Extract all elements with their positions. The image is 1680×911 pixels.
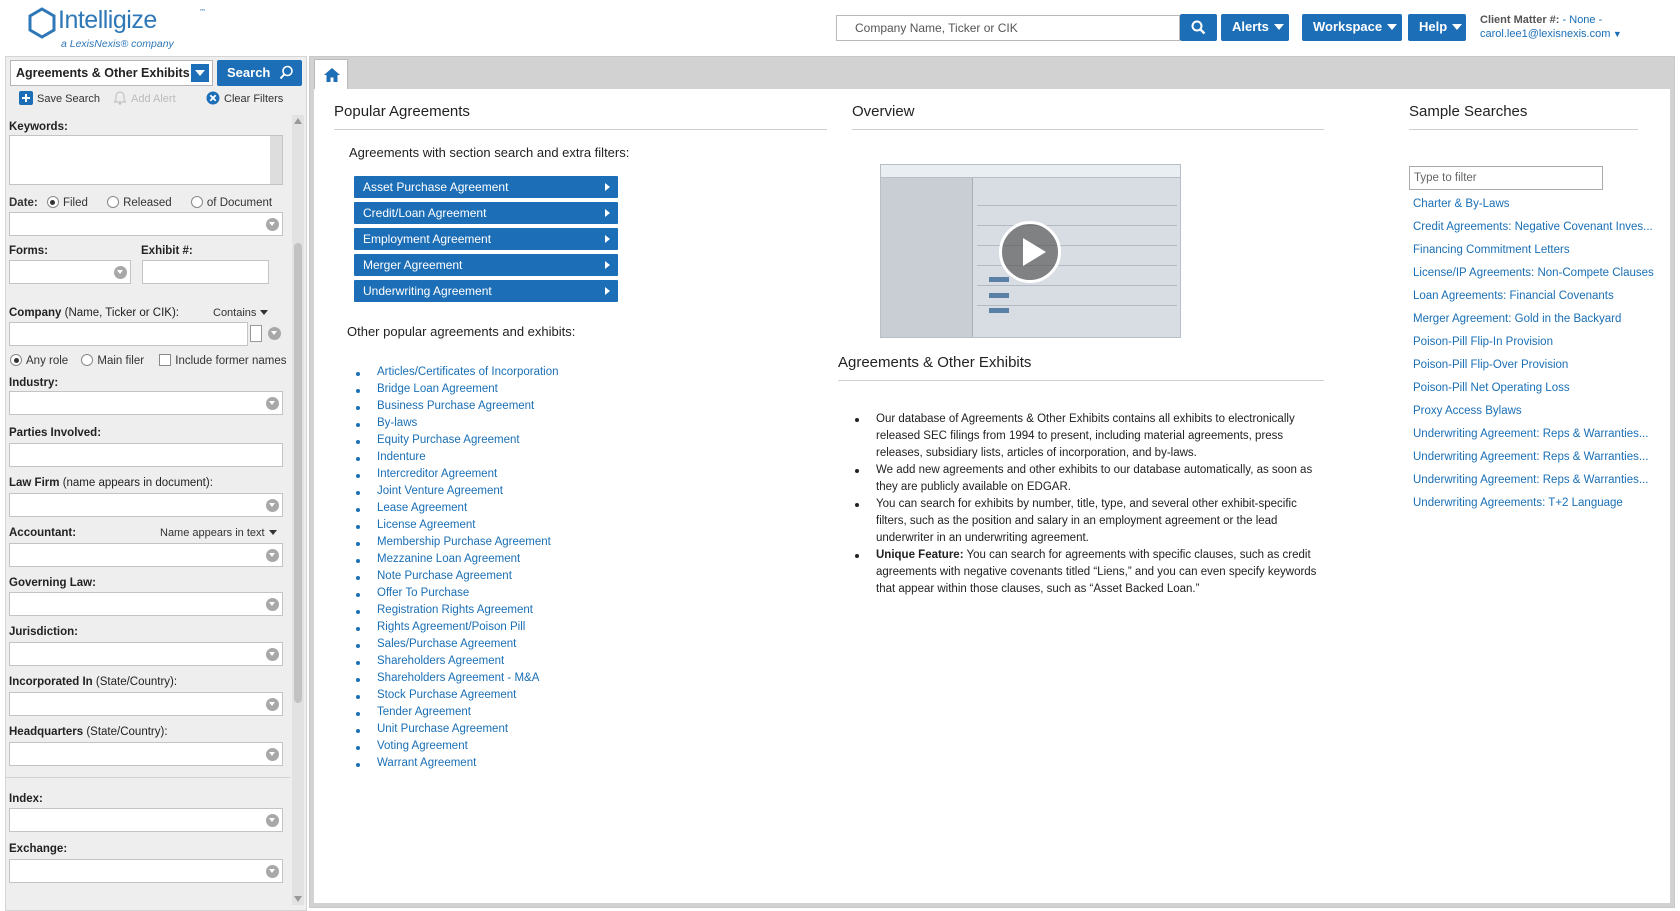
category-select[interactable] <box>10 60 213 86</box>
sample-search-item <box>1413 221 1654 244</box>
chevron-down-icon[interactable] <box>266 865 279 878</box>
about-item: Our database of Agreements & Other Exhibits contains all exhibits to electronically released SEC filings from 1994 to present, including material agreements, press releases, subsidiary lists, articles of incorporation, and by-laws. <box>852 411 1322 462</box>
popular-link-item <box>352 706 559 723</box>
law-firm-label <box>9 477 213 489</box>
headquarters-label-text: Headquarters <box>9 726 84 738</box>
headquarters-hint: (State/Country): <box>86 726 168 738</box>
exchange-label: Exchange: <box>9 843 68 855</box>
scroll-down-icon[interactable] <box>294 896 302 902</box>
popular-link[interactable]: Mezzanine Loan Agreement <box>377 553 521 565</box>
merger-agreement-button[interactable] <box>354 254 618 276</box>
bell-icon <box>113 91 127 105</box>
sample-search-link[interactable]: Underwriting Agreement: Reps & Warranties... <box>1413 451 1649 463</box>
sample-search-link[interactable]: Proxy Access Bylaws <box>1413 405 1522 417</box>
video-thumb-block <box>989 277 1009 282</box>
filter-panel <box>6 115 290 905</box>
chevron-down-icon <box>1452 24 1462 30</box>
dropdown-arrow-icon[interactable] <box>191 64 209 82</box>
popular-link[interactable]: Voting Agreement <box>377 740 468 752</box>
video-thumb-block <box>989 308 1009 313</box>
company-label <box>9 307 179 319</box>
video-thumb-header <box>881 165 1180 178</box>
sample-filter-input[interactable]: Type to filter <box>1409 166 1603 190</box>
button-label: Employment Agreement <box>363 232 492 246</box>
chevron-down-icon[interactable] <box>266 748 279 761</box>
search-icon <box>279 65 294 80</box>
keywords-label: Keywords: <box>9 121 68 133</box>
asset-purchase-agreement-button[interactable] <box>354 176 618 198</box>
sample-search-item <box>1413 244 1654 267</box>
alerts-label: Alerts <box>1232 19 1269 34</box>
radio-filed[interactable] <box>47 196 59 208</box>
divider <box>334 129 827 130</box>
sample-search-item <box>1413 336 1654 359</box>
sample-search-link[interactable]: Poison-Pill Flip-Over Provision <box>1413 359 1569 371</box>
chevron-down-icon[interactable] <box>266 218 279 231</box>
button-label: Merger Agreement <box>363 258 463 272</box>
popular-link-item <box>352 570 559 587</box>
sample-search-item <box>1413 267 1654 290</box>
popular-link-item <box>352 723 559 740</box>
popular-link-item <box>352 604 559 621</box>
accountant-match-select[interactable] <box>160 527 277 539</box>
popular-link[interactable]: Equity Purchase Agreement <box>377 434 520 446</box>
popular-link-item <box>352 468 559 485</box>
sample-searches-list <box>1413 198 1654 520</box>
chevron-down-icon[interactable] <box>266 598 279 611</box>
chevron-right-icon <box>605 287 610 295</box>
other-popular-intro: Other popular agreements and exhibits: <box>347 324 576 339</box>
popular-link[interactable]: Stock Purchase Agreement <box>377 689 517 701</box>
industry-label: Industry: <box>9 377 59 389</box>
popular-link-item <box>352 485 559 502</box>
employment-agreement-button[interactable] <box>354 228 618 250</box>
date-released-option[interactable] <box>107 197 172 209</box>
sidebar-search-label: Search <box>227 65 271 80</box>
video-thumb-block <box>989 293 1009 298</box>
popular-link[interactable]: Warrant Agreement <box>377 757 477 769</box>
keywords-scroll-handle[interactable] <box>270 136 282 184</box>
video-thumb-sidebar <box>881 178 973 338</box>
sample-search-item <box>1413 359 1654 382</box>
popular-link[interactable]: Shareholders Agreement <box>377 655 505 667</box>
hexagon-logo-icon <box>28 7 56 39</box>
content-panel <box>314 89 1670 903</box>
sample-search-item <box>1413 382 1654 405</box>
clear-filters-button[interactable] <box>206 91 283 105</box>
overview-title: Overview <box>852 103 915 120</box>
popular-link-item <box>352 502 559 519</box>
popular-link-item <box>352 689 559 706</box>
incorporated-label <box>9 676 177 688</box>
close-circle-icon <box>206 91 220 105</box>
about-list <box>852 411 1322 598</box>
chevron-down-icon <box>260 310 268 315</box>
sample-search-item <box>1413 497 1654 520</box>
company-label-text: Company <box>9 307 62 319</box>
search-sidebar <box>5 56 307 911</box>
popular-link[interactable]: By-laws <box>377 417 418 429</box>
chevron-right-icon <box>605 209 610 217</box>
logo-wordmark: Intelligize <box>58 6 157 34</box>
popular-link[interactable]: Intercreditor Agreement <box>377 468 498 480</box>
popular-link[interactable]: Articles/Certificates of Incorporation <box>377 366 559 378</box>
role-any-label: Any role <box>26 355 69 367</box>
sample-search-link[interactable]: Underwriting Agreements: T+2 Language <box>1413 497 1623 509</box>
radio-released[interactable] <box>107 196 119 208</box>
popular-link-item <box>352 655 559 672</box>
sample-search-link[interactable]: Underwriting Agreement: Reps & Warranties... <box>1413 428 1649 440</box>
help-menu-button[interactable] <box>1408 14 1466 41</box>
popular-link[interactable]: Joint Venture Agreement <box>377 485 503 497</box>
sample-search-link[interactable]: Loan Agreements: Financial Covenants <box>1413 290 1614 302</box>
divider <box>838 380 1324 381</box>
popular-link-item <box>352 400 559 417</box>
exhibit-number-input[interactable] <box>142 260 269 284</box>
include-former-option[interactable] <box>159 355 286 367</box>
radio-any-role[interactable] <box>10 354 22 366</box>
parties-label: Parties Involved: <box>9 427 102 439</box>
popular-link-item <box>352 366 559 383</box>
unique-feature-label: Unique Feature: <box>876 549 964 561</box>
incorporated-hint: (State/Country): <box>95 676 178 688</box>
video-thumb-row <box>977 285 1177 286</box>
accountant-label: Accountant: <box>9 527 77 539</box>
category-value: Agreements & Other Exhibits <box>16 66 190 80</box>
add-alert-label: Add Alert <box>131 93 176 105</box>
popular-link-item <box>352 383 559 400</box>
company-dropdown[interactable] <box>264 322 283 346</box>
popular-link-item <box>352 621 559 638</box>
workspace-label: Workspace <box>1313 19 1383 34</box>
section-search-intro: Agreements with section search and extra filters: <box>349 145 630 160</box>
intelligize-logo[interactable] <box>28 6 206 52</box>
about-item: We add new agreements and other exhibits to our database automatically, as soon as they are publicly available on EDGAR. <box>852 462 1322 496</box>
help-label: Help <box>1419 19 1448 34</box>
scroll-thumb[interactable] <box>294 243 302 703</box>
logo-tagline: a LexisNexis® company <box>61 38 174 50</box>
date-document-label: of Document <box>206 197 273 209</box>
jurisdiction-select[interactable] <box>9 642 283 666</box>
headquarters-label <box>9 726 168 738</box>
company-match-value: Contains <box>213 307 257 319</box>
sample-search-link[interactable]: License/IP Agreements: Non-Compete Clauses <box>1413 267 1654 279</box>
company-input[interactable] <box>9 322 248 346</box>
company-list-icon[interactable] <box>250 325 262 342</box>
chevron-right-icon <box>605 261 610 269</box>
law-firm-label-text: Law Firm <box>9 477 60 489</box>
unique-feature-text: You can search for agreements with specific clauses, such as credit agreements with negative covenants titled “Liens,” and you can even specify keywords that appear within those clauses, such as “Asset Backed Loan.” <box>876 549 1317 595</box>
sample-search-item <box>1413 451 1654 474</box>
governing-law-select[interactable] <box>9 592 283 616</box>
client-matter <box>1480 13 1622 41</box>
about-item: You can search for exhibits by number, title, type, and several other exhibit-specific filters, such as the position and salary in an employment agreement or the lead underwriter in an underwriting agreement. <box>852 496 1322 547</box>
popular-link[interactable]: Membership Purchase Agreement <box>377 536 551 548</box>
popular-link-item <box>352 519 559 536</box>
popular-link[interactable]: Shareholders Agreement - M&A <box>377 672 540 684</box>
sample-search-link[interactable]: Poison-Pill Net Operating Loss <box>1413 382 1570 394</box>
sample-search-link[interactable]: Merger Agreement: Gold in the Backyard <box>1413 313 1622 325</box>
include-former-checkbox[interactable] <box>159 354 171 366</box>
role-options <box>10 354 286 367</box>
popular-link-item <box>352 587 559 604</box>
home-icon <box>323 67 341 83</box>
video-thumb-row <box>977 225 1177 226</box>
sample-searches-title: Sample Searches <box>1409 103 1528 120</box>
popular-link[interactable]: Business Purchase Agreement <box>377 400 535 412</box>
date-options <box>9 196 272 209</box>
popular-link-item <box>352 434 559 451</box>
radio-main-filer[interactable] <box>81 354 93 366</box>
index-select[interactable] <box>9 808 283 832</box>
header <box>0 0 1680 56</box>
date-released-label: Released <box>123 197 172 209</box>
sample-search-item <box>1413 290 1654 313</box>
company-hint: (Name, Ticker or CIK): <box>64 307 179 319</box>
user-menu[interactable] <box>1480 27 1622 41</box>
divider <box>1409 129 1638 130</box>
sidebar-scrollbar[interactable] <box>292 115 304 905</box>
alerts-menu-button[interactable] <box>1221 14 1289 41</box>
popular-link-item <box>352 451 559 468</box>
user-email: carol.lee1@lexisnexis.com <box>1480 28 1611 40</box>
forms-label: Forms: <box>9 245 48 257</box>
about-title: Agreements & Other Exhibits <box>838 354 1032 371</box>
caret-down-icon: ▼ <box>1610 29 1622 39</box>
company-match-select[interactable] <box>213 307 268 319</box>
sample-search-item <box>1413 405 1654 428</box>
popular-link-item <box>352 638 559 655</box>
popular-link[interactable]: Note Purchase Agreement <box>377 570 512 582</box>
date-select[interactable] <box>9 212 283 236</box>
role-any-option[interactable] <box>10 355 68 367</box>
sample-search-link[interactable]: Underwriting Agreement: Reps & Warranties... <box>1413 474 1649 486</box>
chevron-down-icon[interactable] <box>266 698 279 711</box>
popular-link[interactable]: Unit Purchase Agreement <box>377 723 509 735</box>
button-label: Credit/Loan Agreement <box>363 206 487 220</box>
clear-filters-label: Clear Filters <box>224 93 284 105</box>
sample-search-item <box>1413 198 1654 221</box>
chevron-down-icon[interactable] <box>266 499 279 512</box>
sample-search-item <box>1413 474 1654 497</box>
parties-input[interactable] <box>9 443 283 467</box>
forms-select[interactable] <box>9 260 131 284</box>
include-former-label: Include former names <box>175 355 287 367</box>
popular-link[interactable]: Indenture <box>377 451 426 463</box>
workspace-menu-button[interactable] <box>1302 14 1402 41</box>
save-search-button[interactable] <box>19 91 100 105</box>
keywords-textarea[interactable] <box>9 135 283 185</box>
accountant-select[interactable] <box>9 543 283 567</box>
company-search-button[interactable] <box>1180 14 1217 41</box>
date-filed-label: Filed <box>62 197 88 209</box>
sample-search-item <box>1413 428 1654 451</box>
logo-trademark: ™ <box>199 8 206 16</box>
incorporated-label-text: Incorporated In <box>9 676 93 688</box>
overview-video[interactable] <box>880 164 1181 338</box>
popular-link[interactable]: Sales/Purchase Agreement <box>377 638 517 650</box>
client-matter-value[interactable]: - None - <box>1562 14 1603 26</box>
chevron-down-icon[interactable] <box>266 397 279 410</box>
exhibit-label: Exhibit #: <box>141 245 193 257</box>
add-alert-button[interactable] <box>113 91 176 105</box>
divider <box>6 777 290 778</box>
button-label: Asset Purchase Agreement <box>363 180 509 194</box>
jurisdiction-label: Jurisdiction: <box>9 626 79 638</box>
popular-link[interactable]: Lease Agreement <box>377 502 468 514</box>
role-main-label: Main filer <box>97 355 145 367</box>
main-frame <box>309 56 1675 908</box>
search-icon <box>1191 20 1206 35</box>
popular-link-item <box>352 417 559 434</box>
play-icon[interactable] <box>999 221 1061 283</box>
popular-link-item <box>352 672 559 689</box>
date-label: Date: <box>9 197 38 209</box>
chevron-right-icon <box>605 235 610 243</box>
sample-search-link[interactable]: Credit Agreements: Negative Covenant Inves... <box>1413 221 1653 233</box>
date-document-option[interactable] <box>191 197 272 209</box>
home-tab[interactable] <box>314 59 348 89</box>
button-label: Underwriting Agreement <box>363 284 492 298</box>
credit-loan-agreement-button[interactable] <box>354 202 618 224</box>
accountant-match-value: Name appears in text <box>160 527 265 539</box>
headquarters-select[interactable] <box>9 742 283 766</box>
popular-link[interactable]: Offer To Purchase <box>377 587 470 599</box>
incorporated-select[interactable] <box>9 692 283 716</box>
save-search-label: Save Search <box>37 93 100 105</box>
divider <box>852 129 1324 130</box>
chevron-down-icon[interactable] <box>268 327 281 340</box>
video-thumb-row <box>977 205 1177 206</box>
underwriting-agreement-button[interactable] <box>354 280 618 302</box>
company-search-input[interactable]: Company Name, Ticker or CIK <box>836 15 1180 41</box>
video-thumb-row <box>977 305 1177 306</box>
popular-link-item <box>352 553 559 570</box>
popular-agreements-title: Popular Agreements <box>334 103 470 120</box>
chevron-down-icon[interactable] <box>266 549 279 562</box>
sample-search-item <box>1413 313 1654 336</box>
industry-select[interactable] <box>9 391 283 415</box>
chevron-right-icon <box>605 183 610 191</box>
client-matter-label: Client Matter #: <box>1480 14 1560 26</box>
popular-link[interactable]: License Agreement <box>377 519 476 531</box>
radio-document[interactable] <box>191 196 203 208</box>
popular-link[interactable]: Rights Agreement/Poison Pill <box>377 621 526 633</box>
chevron-down-icon[interactable] <box>114 266 127 279</box>
law-firm-hint: (name appears in document): <box>62 477 213 489</box>
sidebar-search-button[interactable] <box>217 60 302 86</box>
sample-search-link[interactable]: Poison-Pill Flip-In Provision <box>1413 336 1553 348</box>
scroll-up-icon[interactable] <box>294 118 302 124</box>
chevron-down-icon <box>1387 24 1397 30</box>
date-filed-option[interactable] <box>47 197 88 209</box>
popular-link[interactable]: Tender Agreement <box>377 706 471 718</box>
role-main-option[interactable] <box>81 355 144 367</box>
popular-links-list <box>352 366 559 774</box>
popular-link[interactable]: Registration Rights Agreement <box>377 604 533 616</box>
sample-search-link[interactable]: Charter & By-Laws <box>1413 198 1510 210</box>
exchange-select[interactable] <box>9 859 283 883</box>
popular-link-item <box>352 536 559 553</box>
chevron-down-icon <box>269 530 277 535</box>
popular-link-item <box>352 757 559 774</box>
plus-square-icon <box>19 91 33 105</box>
law-firm-select[interactable] <box>9 493 283 517</box>
chevron-down-icon[interactable] <box>266 648 279 661</box>
popular-link-item <box>352 740 559 757</box>
chevron-down-icon[interactable] <box>266 814 279 827</box>
governing-law-label: Governing Law: <box>9 577 96 589</box>
sample-search-link[interactable]: Financing Commitment Letters <box>1413 244 1570 256</box>
popular-link[interactable]: Bridge Loan Agreement <box>377 383 498 395</box>
index-label: Index: <box>9 793 43 805</box>
about-item <box>852 547 1322 598</box>
chevron-down-icon <box>1274 24 1284 30</box>
